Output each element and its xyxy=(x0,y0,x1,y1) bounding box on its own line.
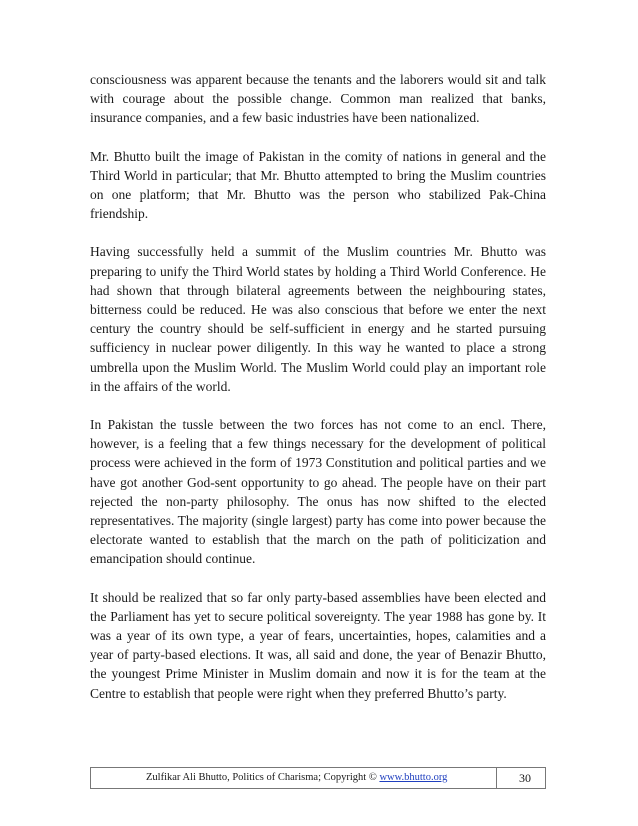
footer-website-link[interactable]: www.bhutto.org xyxy=(379,772,448,783)
paragraph-2: Mr. Bhutto built the image of Pakistan in the comity of nations in general and the Third World in particular; that Mr. Bhutto attempted to bring the Muslim countries on one platform; that Mr. Bhutto was the person who stabilized Pak-China friendship. xyxy=(90,148,546,222)
document-body xyxy=(90,70,546,722)
footer-citation xyxy=(146,768,447,788)
page-footer xyxy=(90,767,546,789)
footer-copyright-text: Zulfikar Ali Bhutto, Politics of Charisma; Copyright © xyxy=(146,772,380,783)
page-number: 30 xyxy=(519,771,531,785)
paragraph-5: It should be realized that so far only party-based assemblies have been elected and the Parliament has yet to secure political sovereignty. The year 1988 has gone by. It was a year of its own type, a year of fears, uncertainties, hopes, calamities and a year of party-based elections. It was, all said and done, the year of Benazir Bhutto, the youngest Prime Minister in Muslim domain and now it is for the team at the Centre to establish that people were right when they preferred Bhutto’s party. xyxy=(90,589,546,701)
paragraph-1: consciousness was apparent because the tenants and the laborers would sit and talk with courage about the possible change. Common man realized that banks, insurance companies, and a few basic industries have been nationalized. xyxy=(90,72,546,126)
footer-divider xyxy=(496,768,497,788)
paragraph-3: Having successfully held a summit of the Muslim countries Mr. Bhutto was preparing to unify the Third World states by holding a Third World Conference. He had shown that through bilateral agreements between the neighbouring states, bitterness could be reduced. He was also conscious that before we enter the next century the country should be self-sufficient in energy and he started pursuing sufficiency in nuclear power diligently. In this way he wanted to place a strong umbrella upon the Muslim World. The Muslim World could play an important role in the affairs of the world. xyxy=(90,244,546,394)
paragraph-4: In Pakistan the tussle between the two forces has not come to an encl. There, however, is a feeling that a few things necessary for the development of political process were achieved in the form of 1973 Constitution and political parties and we have got another God-sent opportunity to go ahead. The people have on their part rejected the non-party philosophy. The onus has now shifted to the elected representatives. The majority (single largest) party has come into power because the electorate wanted to establish that the march on the path of politicization and emancipation should continue. xyxy=(90,417,546,567)
